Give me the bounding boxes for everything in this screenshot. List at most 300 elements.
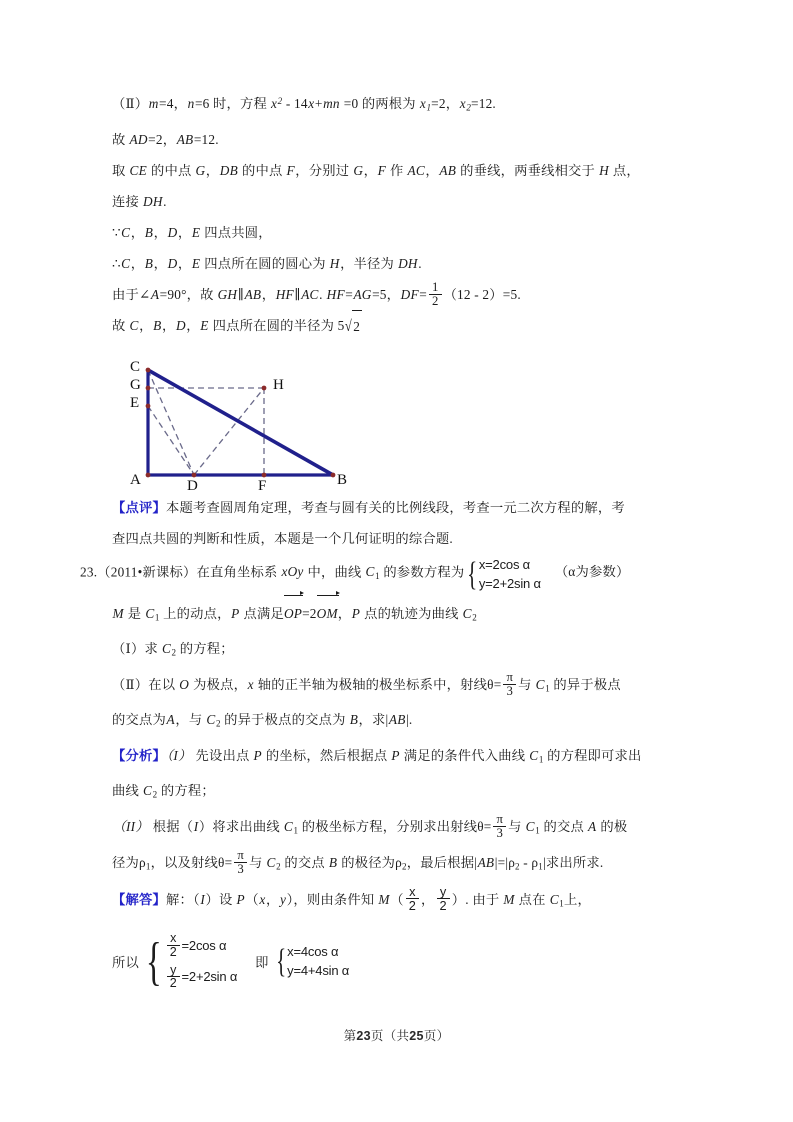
subscript: 2 xyxy=(402,861,407,872)
solution-line-1 xyxy=(88,882,708,922)
text: 与 xyxy=(248,854,266,870)
numerator: π xyxy=(496,812,504,827)
parameter-note: （α为参数） xyxy=(554,564,630,580)
text: 故 xyxy=(112,317,130,333)
text: =2 xyxy=(302,605,317,621)
therefore-symbol: ∴ xyxy=(112,255,121,271)
curve-c2: C xyxy=(206,712,216,728)
equation-x: x=2cos α xyxy=(478,556,530,572)
text: （ xyxy=(390,892,404,908)
text: . xyxy=(319,286,327,302)
equation-x-half xyxy=(165,930,237,962)
footer-total-pages: 25 xyxy=(409,1029,424,1043)
dot-d xyxy=(192,473,197,478)
text: ， xyxy=(261,286,276,302)
text: + xyxy=(314,96,323,112)
fraction-pi-over-3 xyxy=(493,813,506,840)
var-x: x xyxy=(308,96,315,112)
text: 上， xyxy=(564,892,591,908)
radical-sign: √ xyxy=(345,317,353,335)
page-footer xyxy=(0,1026,793,1044)
text: 四点所在圆的圆心为 xyxy=(200,255,330,271)
subscript: 1 xyxy=(538,754,544,765)
seg-ab: AB xyxy=(176,131,194,147)
coord-system-xoy: xOy xyxy=(281,564,304,580)
text: - 14 xyxy=(282,96,308,112)
text: 轴的正半轴为极轴的极坐标系中，射线θ= xyxy=(254,676,502,692)
seg-ab: AB xyxy=(244,286,262,302)
pt-m: M xyxy=(503,892,515,908)
text: ，求| xyxy=(358,712,389,728)
fraction-y-over-2 xyxy=(437,885,450,912)
text: ， xyxy=(337,605,352,621)
var-n: n xyxy=(187,96,195,112)
text: （Ⅰ）求 xyxy=(112,641,162,657)
text: =4， xyxy=(159,96,188,112)
seg-gh: GH xyxy=(217,286,238,302)
pt-c: C xyxy=(129,317,139,333)
left-brace: { xyxy=(145,931,162,991)
subscript: 1 xyxy=(545,683,550,694)
subscript: 1 xyxy=(426,102,432,113)
text: 连接 xyxy=(112,193,143,209)
equation-y-half xyxy=(165,961,237,993)
text: 四点所在圆的半径为 5 xyxy=(209,317,345,333)
text: ， xyxy=(130,255,145,271)
denominator: 3 xyxy=(493,826,506,840)
dashed-lines xyxy=(148,370,264,475)
subscript: 2 xyxy=(152,789,158,800)
text-line-concyclic-conclusion xyxy=(88,248,708,279)
rhs: =2+2sin α xyxy=(181,969,238,985)
text: =0 的两根为 xyxy=(340,96,420,112)
text: 故 xyxy=(112,131,130,147)
pt-o: O xyxy=(179,676,190,692)
text: 径为ρ xyxy=(112,854,146,870)
text: |. xyxy=(406,712,413,728)
footer-suffix: 页） xyxy=(423,1029,450,1043)
text: ），则由条件知 xyxy=(286,892,378,908)
equation-rows xyxy=(165,930,237,994)
text: 点的轨迹为曲线 xyxy=(360,605,463,621)
left-brace: { xyxy=(275,942,287,980)
pt-e: E xyxy=(191,255,201,271)
text: ， xyxy=(363,162,378,178)
pt-e: E xyxy=(191,224,201,240)
text: 的方程； xyxy=(157,783,215,799)
left-brace: { xyxy=(467,555,478,593)
text: 点， xyxy=(609,162,640,178)
text: |求出所求. xyxy=(542,854,604,870)
text-line-comment-2 xyxy=(88,523,708,554)
question-number: 23.（2011•新课标） xyxy=(80,564,197,580)
part-i: （I） xyxy=(166,747,192,763)
text: = xyxy=(419,286,427,302)
solution-final-systems xyxy=(88,930,708,994)
radicand: 2 xyxy=(352,310,362,342)
seg-df: DF xyxy=(400,286,419,302)
pt-p: P xyxy=(236,892,245,908)
text: 中，曲线 xyxy=(304,564,366,580)
text: . xyxy=(418,255,422,271)
text: 的异于极点的交点为 xyxy=(220,712,350,728)
pt-c: C xyxy=(121,255,131,271)
text: 的垂线，两垂线相交于 xyxy=(456,162,599,178)
vector-op xyxy=(284,597,302,629)
text: 即 xyxy=(255,954,269,970)
curve-c1: C xyxy=(145,605,155,621)
text: 与 xyxy=(518,676,536,692)
vector-om xyxy=(317,597,338,629)
sqrt-2 xyxy=(344,310,362,342)
pt-e: E xyxy=(200,317,209,333)
text: 本题考查圆周角定理，考查与圆有关的比例线段，考查一元二次方程的解，考 xyxy=(166,499,625,515)
figure-label-h: H xyxy=(273,377,284,393)
pt-p: P xyxy=(351,605,361,621)
fraction-one-half xyxy=(429,281,442,308)
text: ，与 xyxy=(175,712,206,728)
text: 点在 xyxy=(515,892,550,908)
dot-b xyxy=(331,473,336,478)
text-line-ad-ab xyxy=(88,124,708,155)
subscript: 1 xyxy=(375,570,380,581)
text: 的交点 xyxy=(280,854,329,870)
text: - ρ xyxy=(519,854,539,870)
pt-b: B xyxy=(349,712,359,728)
text: =12. xyxy=(471,96,496,112)
analysis-line-3 xyxy=(88,811,708,847)
question-23-header xyxy=(80,554,708,593)
var-m: m xyxy=(148,96,159,112)
denominator: 3 xyxy=(503,684,516,698)
pt-f: F xyxy=(377,162,386,178)
equation-y: y=4+4sin α xyxy=(287,963,350,979)
seg-ac: AC xyxy=(407,162,425,178)
text: 的极 xyxy=(596,818,628,834)
solid-lines xyxy=(148,370,333,475)
dot-a xyxy=(146,473,151,478)
numerator: y xyxy=(439,884,447,900)
text: 先设出点 xyxy=(191,747,254,763)
text: 查四点共圆的判断和性质，本题是一个几何证明的综合题. xyxy=(112,530,453,546)
var-x: x xyxy=(419,96,426,112)
arrowhead-icon xyxy=(336,591,340,595)
curve-c2: C xyxy=(462,605,472,621)
subscript: 2 xyxy=(171,647,177,658)
seg-ad: AD xyxy=(129,131,148,147)
pt-p: P xyxy=(231,605,240,621)
text: ， xyxy=(130,224,145,240)
text: . xyxy=(163,193,167,209)
document-body xyxy=(80,86,708,993)
equation-x: x=4cos α xyxy=(287,944,339,960)
text: 曲线 xyxy=(112,783,143,799)
footer-prefix: 第 xyxy=(343,1029,357,1043)
parametric-system-c1 xyxy=(464,555,540,594)
text: 在直角坐标系 xyxy=(196,564,281,580)
text: 的极径为ρ xyxy=(337,854,403,870)
pt-g: G xyxy=(353,162,364,178)
text: ， xyxy=(205,162,220,178)
var-x: x xyxy=(271,96,278,112)
dot-c xyxy=(146,368,151,373)
analysis-line-2 xyxy=(88,775,708,811)
segment-cd xyxy=(148,370,194,475)
pt-p: P xyxy=(253,747,262,763)
text: ，半径为 xyxy=(340,255,398,271)
seg-ag: AG xyxy=(353,286,372,302)
text: 的异于极点 xyxy=(549,676,621,692)
text: 的中点 xyxy=(147,162,195,178)
parallel-symbol: ∥ xyxy=(294,286,301,302)
text: ， xyxy=(425,162,439,178)
text: ，以及射线θ= xyxy=(150,854,233,870)
subscript: 1 xyxy=(293,825,299,836)
denominator: 2 xyxy=(167,976,180,990)
seg-hf: HF xyxy=(275,286,294,302)
numerator: π xyxy=(506,669,514,684)
numerator: y xyxy=(170,962,177,977)
figure-label-c: C xyxy=(130,359,141,375)
text: 取 xyxy=(112,162,130,178)
subscript: 2 xyxy=(515,861,520,872)
pt-b: B xyxy=(144,224,154,240)
part-label: （Ⅱ） xyxy=(112,96,149,112)
denominator: 2 xyxy=(167,945,180,959)
text: 上的动点， xyxy=(159,605,231,621)
text-line-connect-dh xyxy=(88,186,708,217)
text: 是 xyxy=(124,605,145,621)
subscript: 2 xyxy=(466,102,472,113)
pt-p: P xyxy=(391,747,400,763)
figure-label-d: D xyxy=(187,478,198,494)
curve-c1: C xyxy=(365,564,375,580)
numerator: x xyxy=(409,884,416,900)
pt-f: F xyxy=(286,162,295,178)
text: 为极点， xyxy=(189,676,248,692)
text: =2， xyxy=(148,131,177,147)
seg-dh: DH xyxy=(398,255,418,271)
var-mn: mn xyxy=(323,96,340,112)
numerator: 1 xyxy=(431,279,439,294)
coord-x: x xyxy=(259,892,266,908)
text: 满足的条件代入曲线 xyxy=(400,747,529,763)
curve-c1: C xyxy=(549,892,559,908)
text: ）将求出曲线 xyxy=(198,818,284,834)
text: （12 - 2）=5. xyxy=(443,286,521,302)
text: 由于∠ xyxy=(112,286,151,302)
part-ii: （II） xyxy=(112,818,149,834)
coord-y: y xyxy=(279,892,287,908)
curve-c1: C xyxy=(525,818,535,834)
dot-h xyxy=(262,386,267,391)
pt-d: D xyxy=(175,317,186,333)
pt-d: D xyxy=(167,224,178,240)
text: ，分别过 xyxy=(295,162,353,178)
pt-a: A xyxy=(166,712,175,728)
text: 的极坐标方程，分别求出射线θ= xyxy=(298,818,492,834)
text: 根据（ xyxy=(149,818,194,834)
equation-y: y=2+2sin α xyxy=(478,576,541,592)
curve-c1: C xyxy=(283,818,293,834)
subscript: 1 xyxy=(154,612,160,623)
rhs: =2cos α xyxy=(181,937,227,953)
subscript: 2 xyxy=(472,612,477,623)
text-line-concyclic-premise xyxy=(88,217,708,248)
text: ， xyxy=(161,317,176,333)
text: ， xyxy=(153,224,168,240)
pt-b: B xyxy=(153,317,162,333)
pt-d: D xyxy=(167,255,178,271)
text: =5， xyxy=(372,286,401,302)
text: ，最后根据| xyxy=(406,854,478,870)
part-i: I xyxy=(200,892,205,908)
system-result xyxy=(273,942,349,981)
denominator: 2 xyxy=(429,294,442,308)
subquestion-2-line-2 xyxy=(88,704,708,740)
numerator: x xyxy=(170,930,177,945)
text: ， xyxy=(153,255,168,271)
curve-c1: C xyxy=(529,747,539,763)
pt-m: M xyxy=(378,892,390,908)
equation-rows xyxy=(479,555,541,594)
dot-e xyxy=(146,404,151,409)
text: =6 时，方程 xyxy=(194,96,271,112)
text: （ xyxy=(245,892,259,908)
because-symbol: ∵ xyxy=(112,224,121,240)
subscript: 1 xyxy=(538,861,543,872)
text: 所以 xyxy=(112,954,139,970)
text: ， xyxy=(265,892,280,908)
subscript: 2 xyxy=(215,718,221,729)
pt-a: A xyxy=(588,818,597,834)
var-x: x xyxy=(459,96,466,112)
pt-c: C xyxy=(121,224,131,240)
dot-f xyxy=(262,473,267,478)
pt-h: H xyxy=(329,255,340,271)
parallel-symbol: ∥ xyxy=(237,286,245,302)
seg-ab: AB xyxy=(388,712,406,728)
pt-b: B xyxy=(144,255,154,271)
text: =2， xyxy=(431,96,460,112)
curve-c1: C xyxy=(535,676,545,692)
fraction-pi-over-3 xyxy=(234,849,247,876)
text: ， xyxy=(421,892,435,908)
text: 的参数方程为 xyxy=(379,564,465,580)
text-line-ii-roots xyxy=(88,86,708,124)
pt-h: H xyxy=(599,162,609,178)
fraction-x-over-2 xyxy=(167,932,180,959)
text: =12. xyxy=(193,131,219,147)
segment-cb xyxy=(148,370,333,475)
text: 点满足 xyxy=(239,605,284,621)
comment-label: 【点评】 xyxy=(112,499,166,515)
axis-x: x xyxy=(247,676,254,692)
denominator: 2 xyxy=(437,898,450,912)
figure-label-g: G xyxy=(130,377,141,393)
question-23-line-2 xyxy=(88,597,708,634)
seg-db: DB xyxy=(219,162,238,178)
text: 的方程； xyxy=(176,641,234,657)
system-halved xyxy=(141,930,237,994)
seg-hf: HF xyxy=(326,286,345,302)
subscript: 1 xyxy=(145,861,151,872)
seg-ac: AC xyxy=(301,286,319,302)
curve-c2: C xyxy=(143,783,153,799)
analysis-label: 【分析】 xyxy=(112,747,166,763)
figure-label-a: A xyxy=(130,472,141,488)
text: 四点共圆， xyxy=(200,224,272,240)
figure-label-e: E xyxy=(130,395,140,411)
numerator: π xyxy=(237,847,244,862)
subquestion-1 xyxy=(88,633,708,669)
seg-ab: AB xyxy=(477,854,495,870)
text: ， xyxy=(177,255,192,271)
seg-dh: DH xyxy=(143,193,163,209)
text: ， xyxy=(186,317,200,333)
text: 解：（ xyxy=(166,892,200,908)
seg-ce: CE xyxy=(129,162,147,178)
subquestion-2-line-1 xyxy=(88,669,708,705)
text: ）设 xyxy=(205,892,237,908)
pt-a: A xyxy=(150,286,160,302)
figure-label-b: B xyxy=(337,472,348,488)
text: 的中点 xyxy=(238,162,286,178)
text: 与 xyxy=(508,818,526,834)
text: =90°，故 xyxy=(159,286,218,302)
text: ， xyxy=(177,224,192,240)
figure-label-f: F xyxy=(258,478,267,494)
footer-page-number: 23 xyxy=(356,1029,371,1043)
vector-label: OP xyxy=(283,605,303,621)
subscript: 1 xyxy=(535,825,540,836)
analysis-line-4 xyxy=(88,847,708,883)
text: = xyxy=(345,286,353,302)
fraction-x-over-2 xyxy=(406,885,419,912)
text-line-angle-a xyxy=(88,279,708,310)
seg-ab: AB xyxy=(439,162,457,178)
footer-mid: 页（共 xyxy=(370,1029,410,1043)
fraction-pi-over-3 xyxy=(503,671,516,698)
pt-b: B xyxy=(328,854,338,870)
vector-label: OM xyxy=(316,605,338,621)
fraction-y-over-2 xyxy=(167,964,180,991)
pt-m: M xyxy=(112,605,124,621)
part-i: I xyxy=(193,818,199,834)
equation-rows xyxy=(287,942,349,981)
subscript: 2 xyxy=(276,861,281,872)
geometry-figure xyxy=(130,358,380,498)
text: 作 xyxy=(386,162,407,178)
text-line-radius-result xyxy=(88,310,708,342)
exponent: 2 xyxy=(277,96,283,106)
text: 的方程即可求出 xyxy=(543,747,642,763)
curve-c2: C xyxy=(266,854,276,870)
curve-c2: C xyxy=(161,641,172,657)
text-line-midpoints xyxy=(88,155,708,186)
segment-ed xyxy=(148,406,194,475)
pt-g: G xyxy=(195,162,206,178)
denominator: 2 xyxy=(406,898,419,912)
text: ， xyxy=(139,317,153,333)
denominator: 3 xyxy=(234,862,247,876)
text: ）. 由于 xyxy=(451,892,503,908)
text: |=|ρ xyxy=(494,854,516,870)
arrowhead-icon xyxy=(300,591,304,595)
text: 的交点为 xyxy=(112,712,166,728)
text: （Ⅱ）在以 xyxy=(112,676,179,692)
text: 的坐标，然后根据点 xyxy=(262,747,391,763)
